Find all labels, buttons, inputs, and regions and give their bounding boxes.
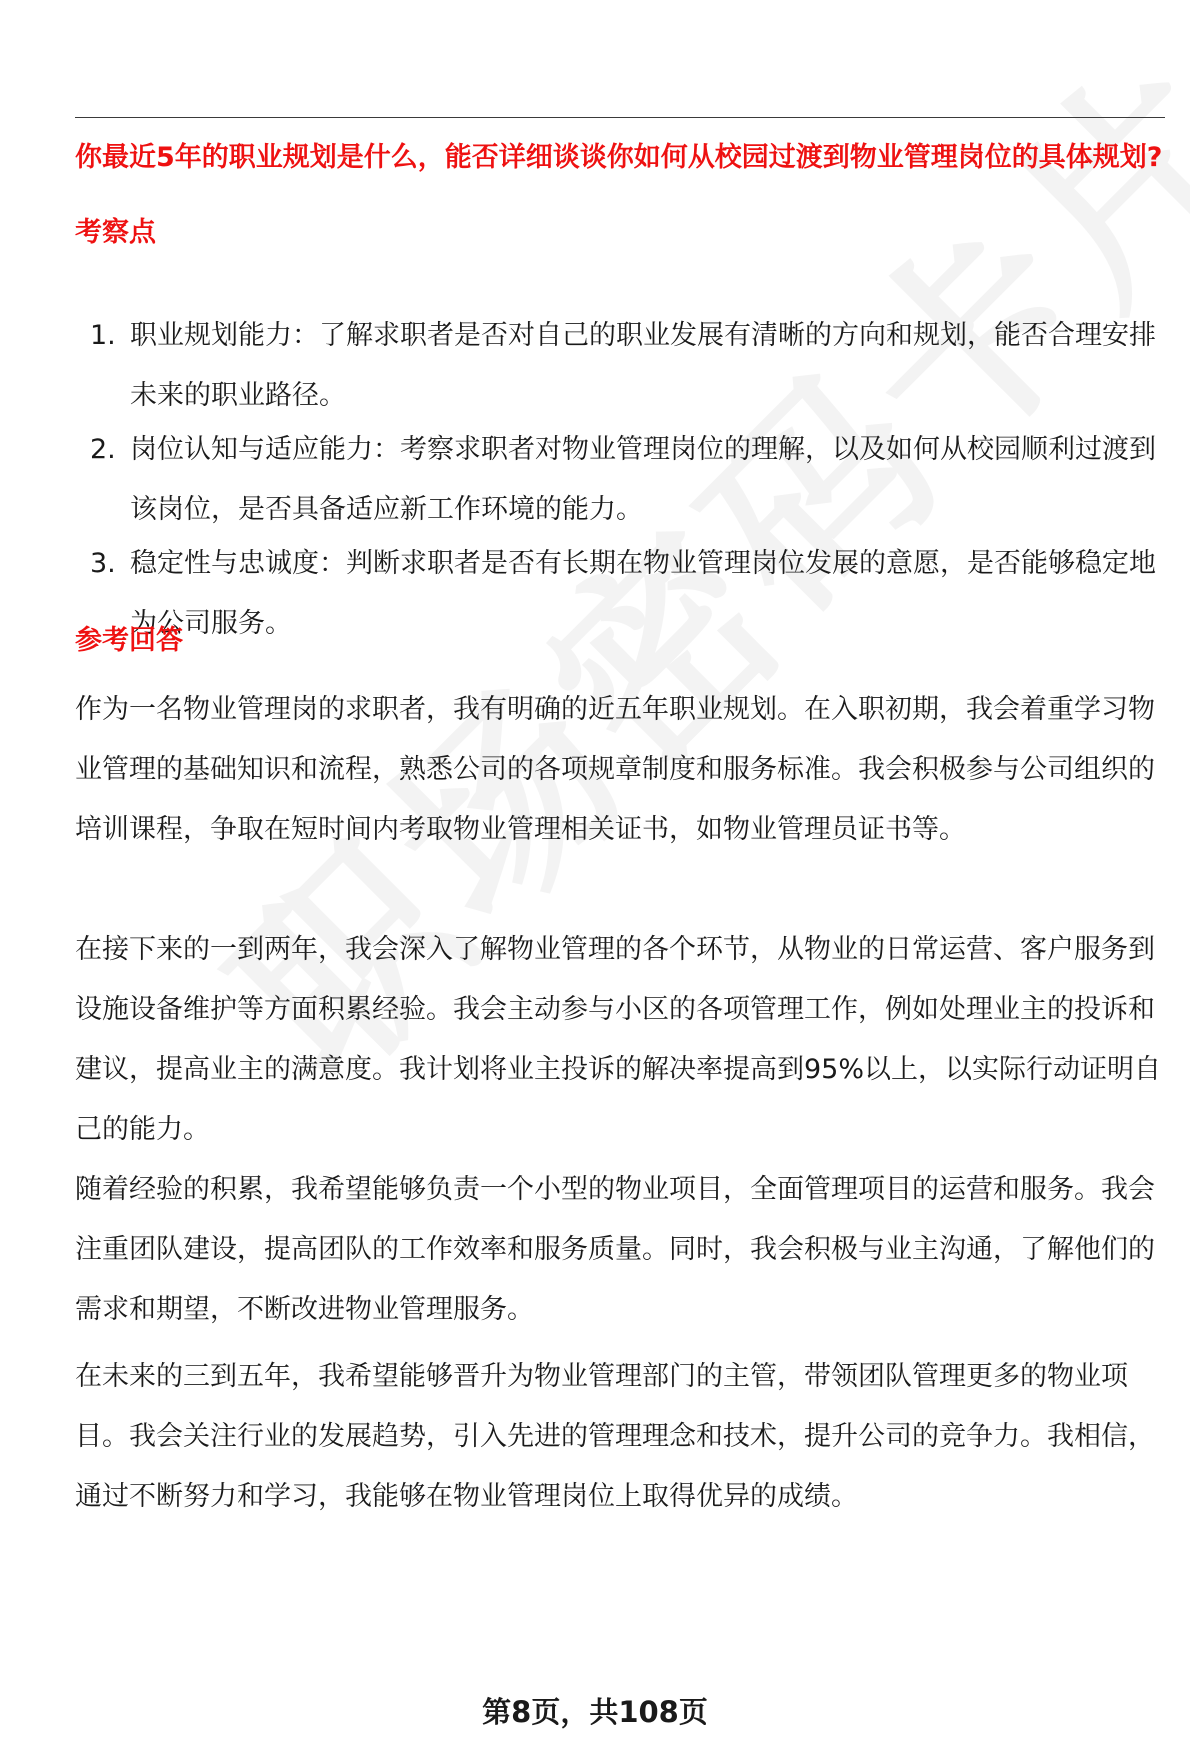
question-heading: 你最近5年的职业规划是什么，能否详细谈谈你如何从校园过渡到物业管理岗位的具体规划? bbox=[75, 142, 1163, 173]
assessment-points-list bbox=[75, 306, 1165, 654]
list-item-text: 稳定性与忠诚度：判断求职者是否有长期在物业管理岗位发展的意愿，是否能够稳定地为公司服务。 bbox=[130, 548, 1156, 639]
answer-paragraph: 随着经验的积累，我希望能够负责一个小型的物业项目，全面管理项目的运营和服务。我会注重团队建设，提高团队的工作效率和服务质量。同时，我会积极与业主沟通，了解他们的需求和期望，不断改进物业管理服务。 bbox=[75, 1174, 1155, 1325]
list-item-number: 2. bbox=[90, 434, 116, 465]
list-item-number: 3. bbox=[90, 548, 116, 579]
top-divider bbox=[75, 117, 1165, 118]
section-title-kaocha: 考察点 bbox=[75, 217, 156, 248]
list-item-text: 职业规划能力：了解求职者是否对自己的职业发展有清晰的方向和规划，能否合理安排未来的职业路径。 bbox=[130, 320, 1156, 411]
list-item bbox=[75, 306, 1165, 426]
list-item-number: 1. bbox=[90, 320, 116, 351]
section-title-answer: 参考回答 bbox=[75, 625, 183, 656]
page-number-footer: 第8页，共108页 bbox=[482, 1695, 708, 1729]
list-item bbox=[75, 420, 1165, 540]
answer-paragraph: 在接下来的一到两年，我会深入了解物业管理的各个环节，从物业的日常运营、客户服务到设施设备维护等方面积累经验。我会主动参与小区的各项管理工作，例如处理业主的投诉和建议，提高业主的满意度。我计划将业主投诉的解决率提高到95%以上，以实际行动证明自己的能力。 bbox=[75, 934, 1162, 1145]
answer-paragraph: 在未来的三到五年，我希望能够晋升为物业管理部门的主管，带领团队管理更多的物业项目。我会关注行业的发展趋势，引入先进的管理理念和技术，提升公司的竞争力。我相信，通过不断努力和学习，我能够在物业管理岗位上取得优异的成绩。 bbox=[75, 1361, 1155, 1512]
list-item-text: 岗位认知与适应能力：考察求职者对物业管理岗位的理解，以及如何从校园顺利过渡到该岗位，是否具备适应新工作环境的能力。 bbox=[130, 434, 1156, 525]
list-item bbox=[75, 534, 1165, 654]
answer-paragraph: 作为一名物业管理岗的求职者，我有明确的近五年职业规划。在入职初期，我会着重学习物业管理的基础知识和流程，熟悉公司的各项规章制度和服务标准。我会积极参与公司组织的培训课程，争取在短时间内考取物业管理相关证书，如物业管理员证书等。 bbox=[75, 694, 1155, 845]
